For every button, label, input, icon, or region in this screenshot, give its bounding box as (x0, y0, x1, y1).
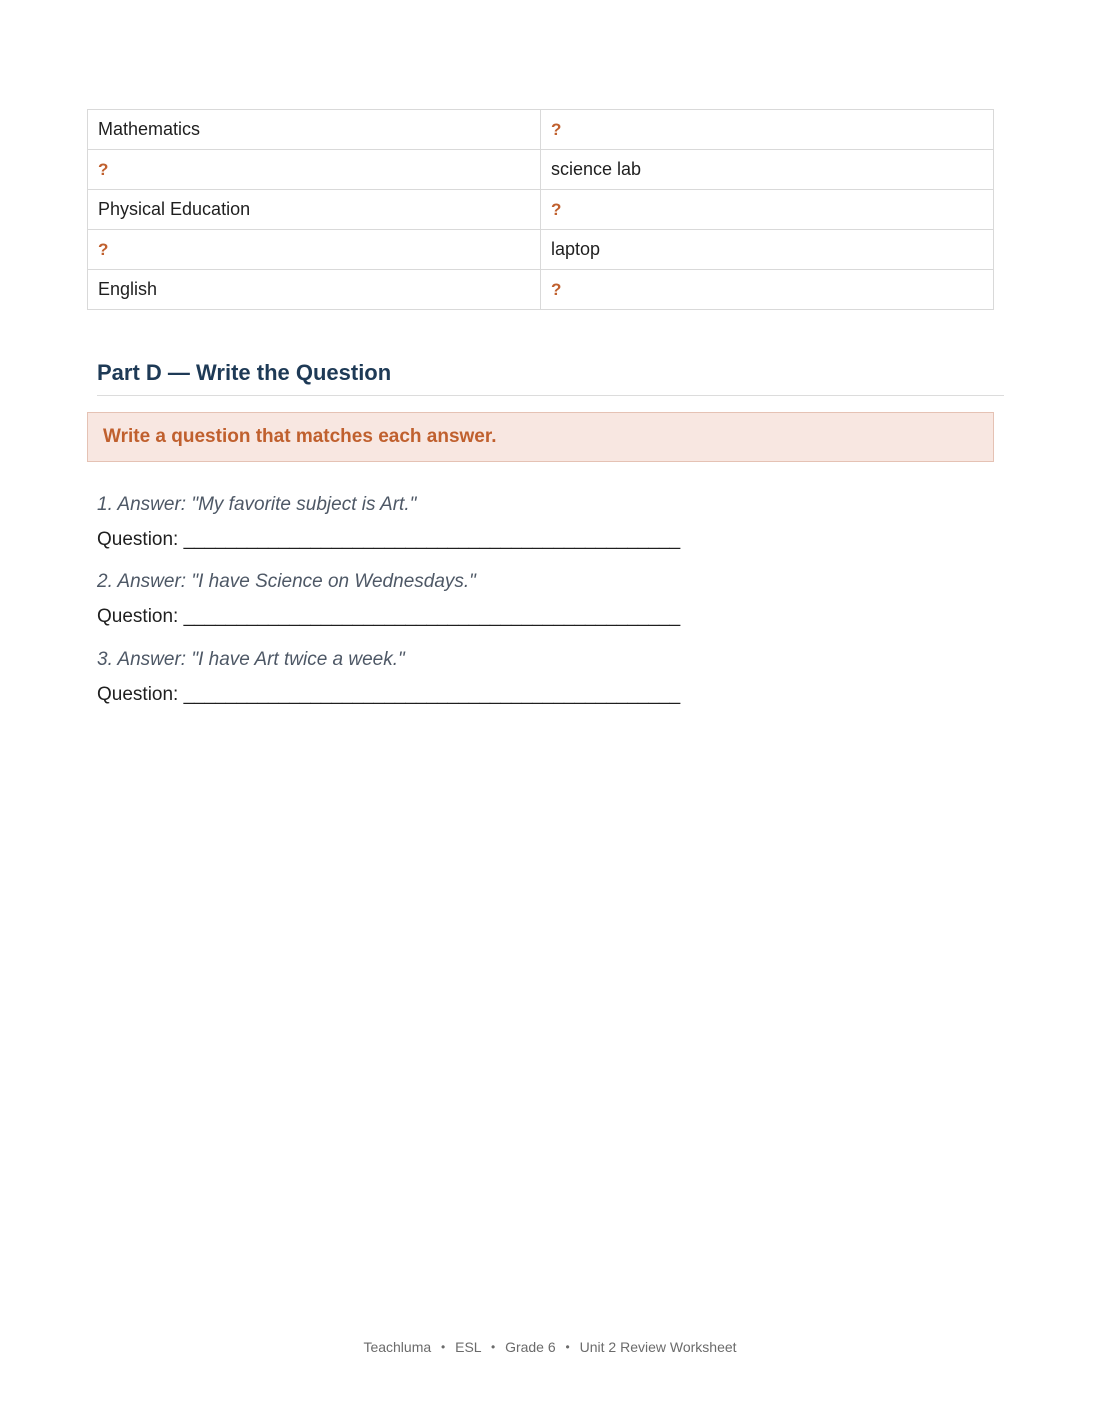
table-cell-blank: ? (88, 150, 541, 190)
answer-text: 3. Answer: "I have Art twice a week." (97, 649, 405, 670)
footer-worksheet-title: Unit 2 Review Worksheet (579, 1339, 737, 1355)
question-write-line[interactable]: Question: _______________________________________________ (97, 529, 681, 550)
table-cell: laptop (541, 230, 994, 270)
section-divider (97, 395, 1004, 396)
instruction-text: Write a question that matches each answer. (103, 426, 497, 447)
table-cell-blank: ? (88, 230, 541, 270)
answer-text: 1. Answer: "My favorite subject is Art." (97, 494, 417, 515)
footer-separator: • (565, 1340, 570, 1354)
table-row (88, 270, 994, 310)
page-footer (0, 1339, 1100, 1355)
section-title: Part D — Write the Question (97, 360, 392, 385)
table-row (88, 150, 994, 190)
answer-text: 2. Answer: "I have Science on Wednesdays." (97, 571, 476, 592)
table-cell-blank: ? (541, 270, 994, 310)
footer-grade: Grade 6 (505, 1339, 556, 1355)
question-write-line[interactable]: Question: _______________________________________________ (97, 684, 681, 705)
instruction-box (87, 412, 994, 462)
table-cell-blank: ? (541, 110, 994, 150)
footer-separator: • (490, 1340, 496, 1354)
footer-subject: ESL (455, 1339, 482, 1355)
table-cell: Mathematics (88, 110, 541, 150)
matching-table (87, 109, 994, 310)
question-write-line[interactable]: Question: _______________________________________________ (97, 606, 681, 627)
table-row (88, 190, 994, 230)
table-cell: Physical Education (88, 190, 541, 230)
table-cell: English (88, 270, 541, 310)
table-cell-blank: ? (541, 190, 994, 230)
list-item (97, 648, 797, 707)
list-item (97, 570, 797, 629)
footer-brand: Teachluma (363, 1339, 432, 1355)
table-cell: science lab (541, 150, 994, 190)
table-row (88, 230, 994, 270)
table-row (88, 110, 994, 150)
list-item (97, 493, 797, 552)
footer-separator: • (441, 1340, 446, 1354)
